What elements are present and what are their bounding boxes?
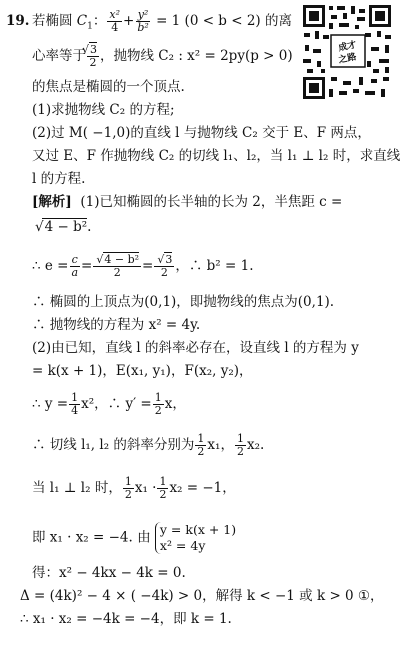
problem-line-2: 心率等于 √ $\frac{3}{2}$ ，抛物线 C₂ : x² = 2py(p > 0) [32, 44, 293, 69]
problem-line-6: 又过 E、F 作抛物线 C₂ 的切线 l₁、l₂，当 l₁ ⊥ l₂ 时，求直线 [32, 148, 401, 164]
problem-line-7: l 的方程. [32, 171, 86, 187]
qr-code-image [301, 3, 393, 101]
solution-line-7: = k(x + 1)，E(x₁, y₁)，F(x₂, y₂)， [32, 363, 253, 379]
question-number: 19. [6, 13, 30, 29]
problem-line-3: 的焦点是椭圆的一个顶点. [32, 79, 185, 95]
svg-text:成才: 成才 [337, 40, 358, 54]
solution-line-10: 当 l₁ ⊥ l₂ 时， $\frac{1}{2}$ x₁ · $\frac{1}{2}$ x₂ = −1， [32, 475, 236, 501]
solution-line-3: ∴ e = $\frac{c}{a}$ = √ $\frac{\text{4 − b²}}{2}$ = √ $\frac{3}{2}$ ，∴ b² = 1. [32, 254, 254, 279]
solution-line-13: Δ = (4k)² − 4 × ( −4k) > 0，解得 k < −1 或 k > 0 ①， [20, 588, 384, 604]
problem-line-1: 19. 若椭圆 $C_1$： $\frac{\text{x²}}{4}$ + $\frac{\text{y²}}{\text{b²}}$ = 1 (0 < b < 2) 的离 [6, 8, 292, 34]
svg-text:之路: 之路 [337, 52, 358, 66]
solution-line-8: ∴ y = $\frac{1}{4}$ x²，∴ y′ = $\frac{1}{2}$ x， [32, 391, 186, 417]
fraction: $\frac{1}{2}$ [159, 475, 167, 501]
fraction: √ $\frac{\text{4 − b²}}{2}$ [93, 254, 141, 279]
fraction: $\frac{\text{y²}}{\text{b²}}$ [137, 8, 149, 34]
solution-line-5: ∴ 抛物线的方程为 x² = 4y. [32, 317, 201, 333]
fraction: $\frac{1}{2}$ [197, 432, 205, 458]
solution-line-9: ∴ 切线 l₁, l₂ 的斜率分别为 $\frac{1}{2}$ x₁， $\frac{1}{2}$ x₂. [32, 432, 265, 458]
solution-line-2: √ 4 − b². [32, 218, 91, 236]
equation-system: y = k(x + 1) x² = 4y [155, 522, 236, 554]
solution-line-12: 得：x² − 4kx − 4k = 0. [32, 565, 186, 581]
solution-tag: [解析] [32, 194, 72, 210]
solution-line-14: ∴ x₁ · x₂ = −4k = −4，即 k = 1. [20, 611, 232, 627]
fraction: √ $\frac{3}{2}$ [87, 44, 99, 69]
solution-line-11: 即 x₁ · x₂ = −4. 由 y = k(x + 1) x² = 4y [32, 522, 237, 553]
problem-part-1: (1)求抛物线 C₂ 的方程; [32, 102, 175, 118]
fraction: $\frac{1}{2}$ [124, 475, 132, 501]
fraction: $\frac{1}{4}$ [71, 391, 79, 417]
solution-line-4: ∴ 椭圆的上顶点为(0,1)，即抛物线的焦点为(0,1). [32, 294, 335, 310]
fraction: $\frac{1}{2}$ [236, 432, 244, 458]
problem-part-2: (2)过 M( −1,0)的直线 l 与抛物线 C₂ 交于 E、F 两点， [32, 125, 371, 141]
solution-line-6: (2)由已知，直线 l 的斜率必存在，设直线 l 的方程为 y [32, 340, 359, 356]
fraction: $\frac{c}{a}$ [71, 253, 79, 279]
fraction: $\frac{\text{x²}}{4}$ [109, 8, 120, 34]
solution-line-1: [解析] (1)已知椭圆的长半轴的长为 2，半焦距 c = [32, 194, 343, 210]
fraction: $\frac{1}{2}$ [154, 391, 162, 417]
fraction: √ $\frac{3}{2}$ [154, 254, 174, 279]
